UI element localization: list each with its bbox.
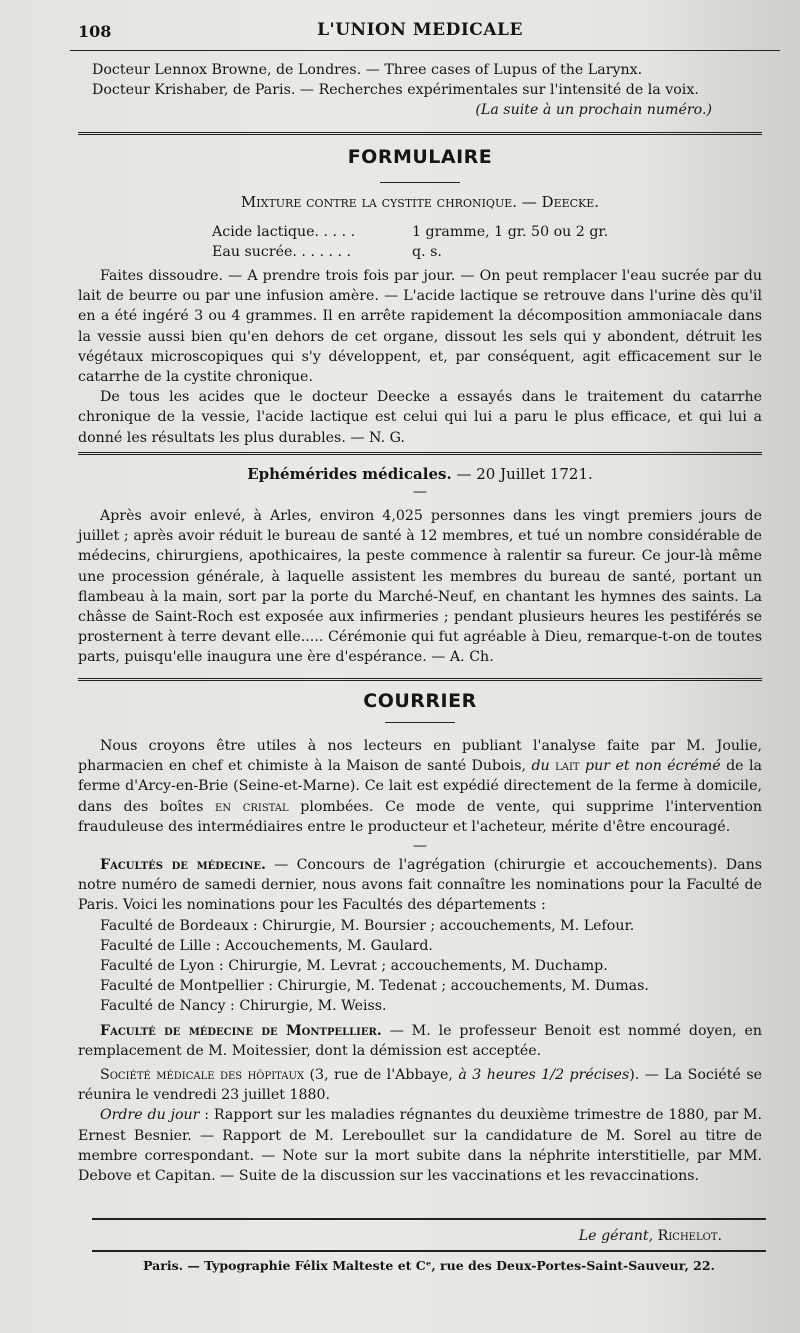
ephemerides-heading-wrap [78,464,762,500]
ephemerides-heading: Ephémérides médicales. [247,465,452,483]
ordre-text: : Rapport sur les maladies régnantes du deuxième trimestre de 1880, par M. Ernest Besnier. — Rapport de M. Lereboullet sur la candidature de M. Sorel au titre de membre correspondant. — Note sur la mort subite dans la néphrite interstitielle, par MM. Debove et Capitan. — Suite de la discussion sur les vaccinations et les revaccinations. [78,1107,762,1185]
ingredient-name: Acide lactique. . . . . [212,224,356,240]
courrier-intro [78,736,762,837]
list-item: Faculté de Lyon : Chirurgie, M. Levrat ; accouchements, M. Duchamp. [100,958,608,975]
intro-text: plombées. Ce mode de vente, qui supprime l'intervention frauduleuse des intermédiaires entre le producteur et l'acheteur, mérite d'être encouragé. [78,798,762,835]
ordre-paragraph [78,1105,762,1186]
top-list-title: — Recherches expérimentales sur l'intensité de la voix. [299,82,699,99]
intro-text: pur et non écrémé [579,758,721,775]
societe-label: Société médicale des hôpitaux [100,1067,305,1084]
recipe-title-wrap [78,192,762,212]
heading-underline [385,722,455,723]
courrier-dash: — [412,838,428,855]
intro-text: en cristal [215,798,289,815]
list-item: Faculté de Bordeaux : Chirurgie, M. Boursier ; accouchements, M. Lefour. [100,917,635,934]
imprint: Paris. — Typographie Félix Malteste et Cᵉ, rue des Deux-Portes-Saint-Sauveur, 22. [143,1258,715,1273]
facultes-list [78,916,762,1017]
top-list-item [92,60,762,80]
intro-text: du [531,758,556,775]
section-rule [78,678,762,681]
societe-paragraph [78,1065,762,1105]
ingredients-list [212,222,662,262]
gerant-line [92,1226,722,1246]
to-be-continued: (La suite à un prochain numéro.) [475,102,712,119]
imprint-wrap [92,1256,766,1276]
montpellier-text: — M. le professeur Benoit est nommé doyen, en remplacement de M. Moitessier, dont la démission est acceptée. [78,1022,762,1059]
societe-text: à 3 heures 1/2 précises [458,1067,630,1084]
societe-text: ). — La Société se réunira le vendredi 23 juillet 1880. [78,1067,762,1104]
formulaire-heading: FORMULAIRE [347,146,493,168]
journal-title: L'UNION MEDICALE [317,20,523,40]
ordre-label: Ordre du jour [100,1107,200,1124]
ephemerides-paragraph: Après avoir enlevé, à Arles, environ 4,025 personnes dans les vingt premiers jours de juillet ; après avoir réduit le bureau de santé à 12 membres, et tué un nombre considérable de médecins, chirurgiens, apothicaires, la peste commence à ralentir sa fureur. Ce jour-là même une procession générale, à laquelle assistent les membres du bureau de santé, portant un flambeau à la main, sort par la porte du Marché-Neuf, en chantant les hymnes des saints. La châsse de Saint-Roch est exposée aux infirmeries ; pendant plusieurs heures les pestiférés se prosternent à terre devant elle..... Cérémonie qui fut agréable à Dieu, remarque-t-on de toutes parts, puisqu'elle inaugura une ère d'espérance. — A. Ch. [78,508,762,666]
facultes-paragraph [78,855,762,916]
montpellier-paragraph [78,1021,762,1061]
gerant [92,1226,722,1246]
ephemerides-body [78,506,762,668]
formulaire-paragraph: Faites dissoudre. — A prendre trois fois par jour. — On peut remplacer l'eau sucrée par du lait de beurre ou par une infusion amère. — L'acide lactique se retrouve dans l'urine dès qu'il en a été ingéré 3 ou 4 grammes. Il en arrête rapidement la décomposition ammoniacale dans la vessie aussi bien qu'en dehors de cet organe, dissout les sels qui y abondent, détruit les végétaux microscopiques qui s'y développent, et, par conséquent, agit efficacement sur le catarrhe de la cystite chronique. [78,268,762,386]
formulaire-body [78,266,762,448]
ingredient-row [212,242,662,262]
ephemerides-date: — 20 Juillet 1721. [456,465,593,483]
ingredient-dose: 1 gramme, 1 gr. 50 ou 2 gr. [412,224,609,240]
formulaire-paragraph: De tous les acides que le docteur Deecke a essayés dans le traitement du catarrhe chronique de la vessie, l'acide lactique est celui qui lui a paru le plus efficace, et qui lui a donné les résultats les plus durables. — N. G. [78,389,762,446]
top-list [92,60,762,121]
top-list-author: Docteur Lennox Browne, de Londres. [92,62,362,78]
intro-text: lait [555,758,580,775]
section-rule [78,452,762,455]
list-item: Faculté de Montpellier : Chirurgie, M. Tedenat ; accouchements, M. Dumas. [100,978,649,995]
societe-text: (3, rue de l'Abbaye, [304,1067,459,1084]
top-list-item [92,80,762,100]
gerant-name: Richelot. [657,1228,722,1244]
top-list-title: — Three cases of Lupus of the Larynx. [365,62,643,78]
ephemerides-heading-line [78,464,762,484]
facultes-text: — Concours de l'agrégation (chirurgie et accouchements). Dans notre numéro de samedi dernier, nous avons fait connaître les nominations pour la Faculté de Paris. Voici les nominations pour les Facultés des départements : [78,857,763,914]
courrier-heading: COURRIER [363,690,477,712]
intro-text: Nous croyons être utiles à nos lecteurs en publiant l'analyse faite par M. Joulie, pharmacien en chef et chimiste à la Maison de santé Dubois, [78,738,762,775]
courrier-heading-wrap [78,690,762,716]
list-item: Faculté de Nancy : Chirurgie, M. Weiss. [100,998,387,1015]
footer-rule [92,1250,766,1252]
heading-underline [380,182,460,183]
page-number: 108 [78,22,112,41]
page-header [78,18,762,46]
list-item: Faculté de Lille : Accouchements, M. Gaulard. [100,937,433,954]
montpellier-label: Faculté de médecine de Montpellier. [100,1022,382,1039]
footer-rule [92,1218,766,1220]
header-rule [70,50,780,51]
ingredient-row [212,222,662,242]
gerant-label: Le gérant, [578,1228,654,1244]
top-list-author: Docteur Krishaber, de Paris. [92,82,296,99]
ingredient-dose: q. s. [412,244,442,261]
recipe-title: Mixture contre la cystite chronique. — Deecke. [240,193,600,211]
ingredient-name: Eau sucrée. . . . . . . [212,244,352,261]
courrier-body [78,736,762,1186]
section-rule [78,132,762,135]
facultes-label: Facultés de médecine. [100,857,266,874]
intro-text: de la ferme d'Arcy-en-Brie (Seine-et-Marne). Ce lait est expédié directement de la ferme à domicile, dans des boîtes [78,758,762,815]
formulaire-heading-wrap [78,146,762,172]
ephemerides-dash: — [412,484,428,501]
